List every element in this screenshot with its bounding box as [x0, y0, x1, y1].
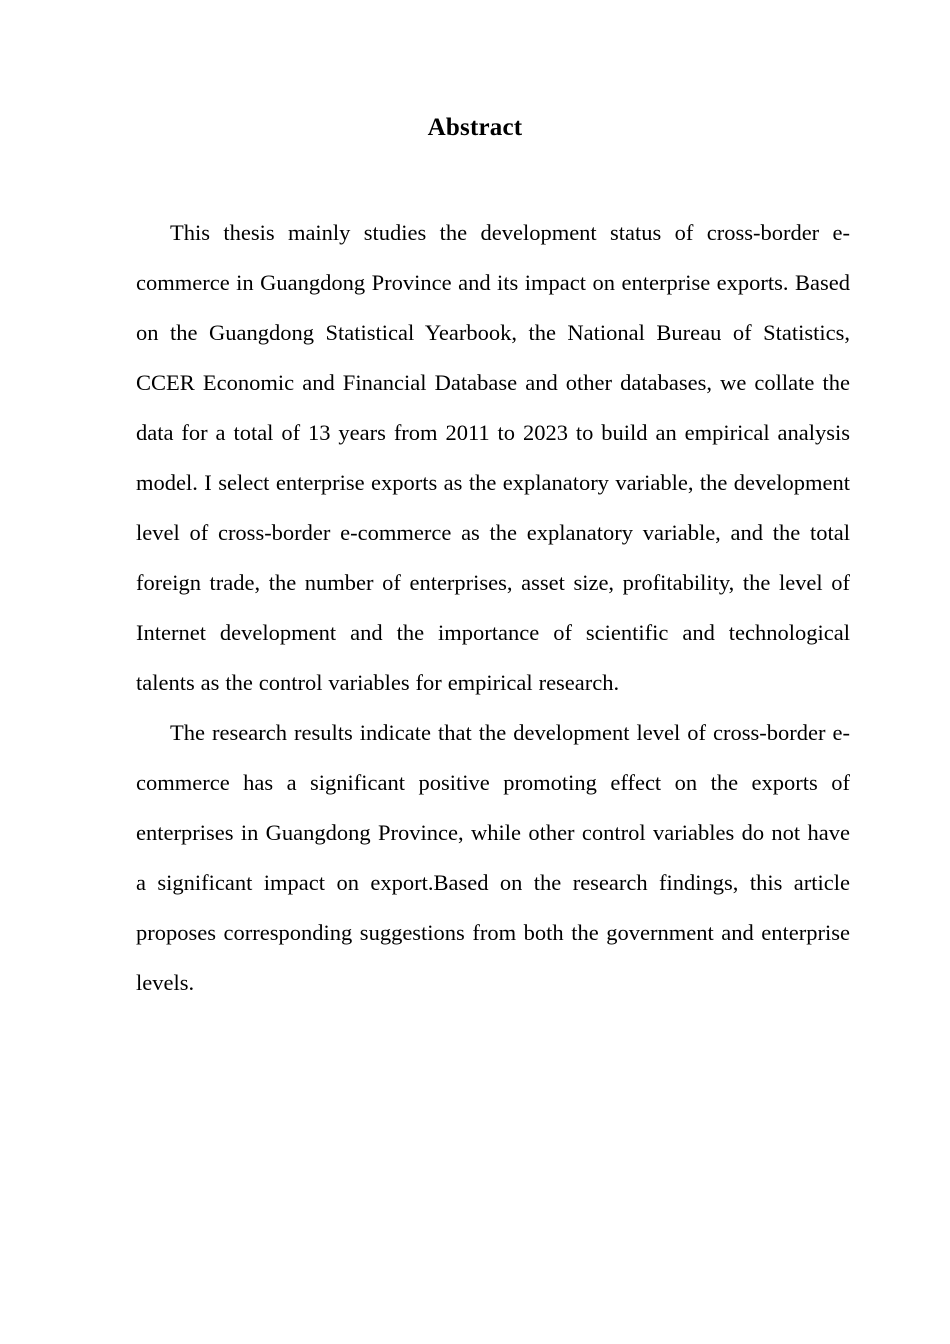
- abstract-paragraph-2: The research results indicate that the development level of cross-border e-commerce has a significant positive promoting effect on the exports of enterprises in Guangdong Province, while other control variables do not have a significant impact on export.Based on the research findings, this article proposes corresponding suggestions from both the government and enterprise levels.: [136, 720, 850, 995]
- page-title: Abstract: [427, 114, 523, 141]
- abstract-body: [136, 208, 850, 1008]
- abstract-paragraph-1: This thesis mainly studies the development status of cross-border e-commerce in Guangdong Province and its impact on enterprise exports. Based on the Guangdong Statistical Yearbook, the National Bureau of Statistics, CCER Economic and Financial Database and other databases, we collate the data for a total of 13 years from 2011 to 2023 to build an empirical analysis model. I select enterprise exports as the explanatory variable, the development level of cross-border e-commerce as the explanatory variable, and the total foreign trade, the number of enterprises, asset size, profitability, the level of Internet development and the importance of scientific and technological talents as the control variables for empirical research.: [136, 220, 850, 695]
